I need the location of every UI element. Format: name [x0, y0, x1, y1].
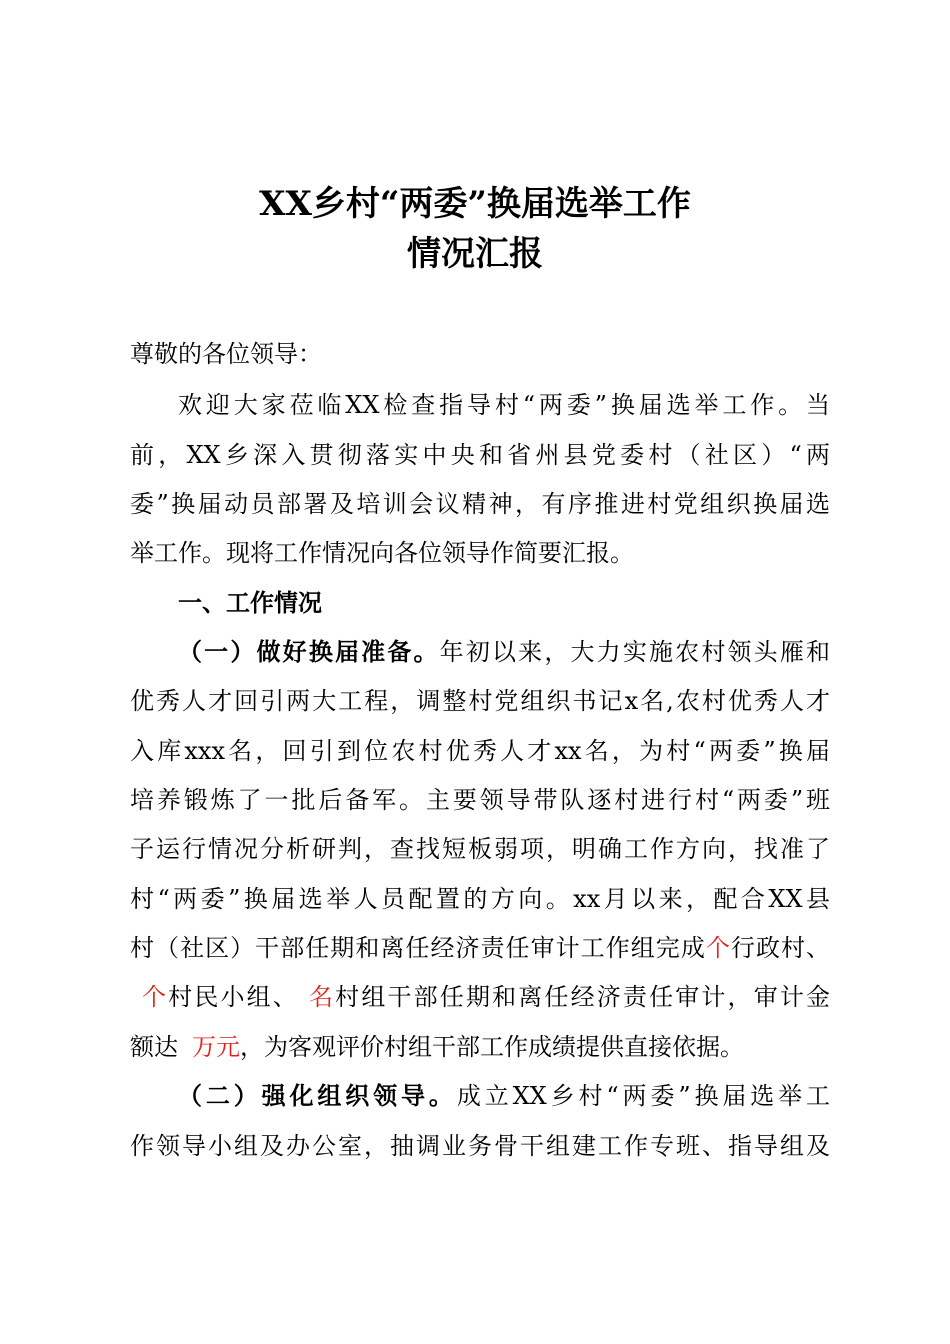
sub2-line1-rest: 成立XX乡村“两委”换届选举工 [456, 1082, 831, 1110]
sub1-line3: 入库xxx名，回引到位农村优秀人才xx名，为村“两委”换届 [130, 737, 830, 765]
sub1-line8-a: 村民小组、 [168, 983, 299, 1011]
sub1-heading: （一）做好换届准备。 [178, 637, 440, 666]
salutation: 尊敬的各位领导： [130, 340, 322, 368]
sub1-line9-a: 额达 [130, 1033, 178, 1061]
sub1-line1 [178, 637, 830, 667]
section-heading: 一、工作情况 [178, 588, 322, 617]
sub2-line1 [178, 1081, 830, 1111]
sub1-line9-b: ，为客观评价村组干部工作成绩提供直接依据。 [240, 1033, 744, 1061]
sub1-line8-red1: 个 [142, 983, 169, 1011]
sub1-line4: 培养锻炼了一批后备军。主要领导带队逐村进行村“两委”班 [130, 786, 830, 814]
sub1-line5: 子运行情况分析研判，查找短板弱项，明确工作方向，找准了 [130, 835, 830, 863]
para1-line4: 举工作。现将工作情况向各位领导作简要汇报。 [130, 539, 634, 567]
sub1-line9-red: 万元 [192, 1033, 240, 1061]
document-title-line2: 情况汇报 [407, 234, 543, 274]
document-title-line1: XX乡村“两委”换届选举工作 [259, 184, 691, 224]
sub2-heading: （二）强化组织领导。 [178, 1081, 457, 1110]
sub1-line7-b: 行政村、 [730, 934, 831, 962]
sub1-line9 [130, 1032, 830, 1062]
sub1-line6: 村“两委”换届选举人员配置的方向。xx月以来，配合XX县 [130, 885, 830, 913]
para1-line1: 欢迎大家莅临XX检查指导村“两委”换届选举工作。当 [178, 391, 830, 419]
para1-line3: 委”换届动员部署及培训会议精神，有序推进村党组织换届选 [130, 490, 830, 518]
sub1-line8-b: 村组干部任期和离任经济责任审计，审计金 [335, 983, 831, 1011]
sub1-line7 [130, 933, 830, 963]
sub1-line8 [130, 982, 830, 1012]
sub1-line7-a: 村（社区）干部任期和离任经济责任审计工作组完成 [130, 934, 706, 962]
sub1-line7-red: 个 [705, 934, 731, 962]
sub1-line8-red2: 名 [308, 983, 336, 1011]
sub1-line1-rest: 年初以来，大力实施农村领头雁和 [439, 638, 831, 666]
para1-line2: 前，XX乡深入贯彻落实中央和省州县党委村（社区）“两 [130, 441, 830, 469]
sub1-line2: 优秀人才回引两大工程，调整村党组织书记x名,农村优秀人才 [130, 687, 830, 715]
sub2-line2: 作领导小组及办公室，抽调业务骨干组建工作专班、指导组及 [130, 1132, 830, 1160]
